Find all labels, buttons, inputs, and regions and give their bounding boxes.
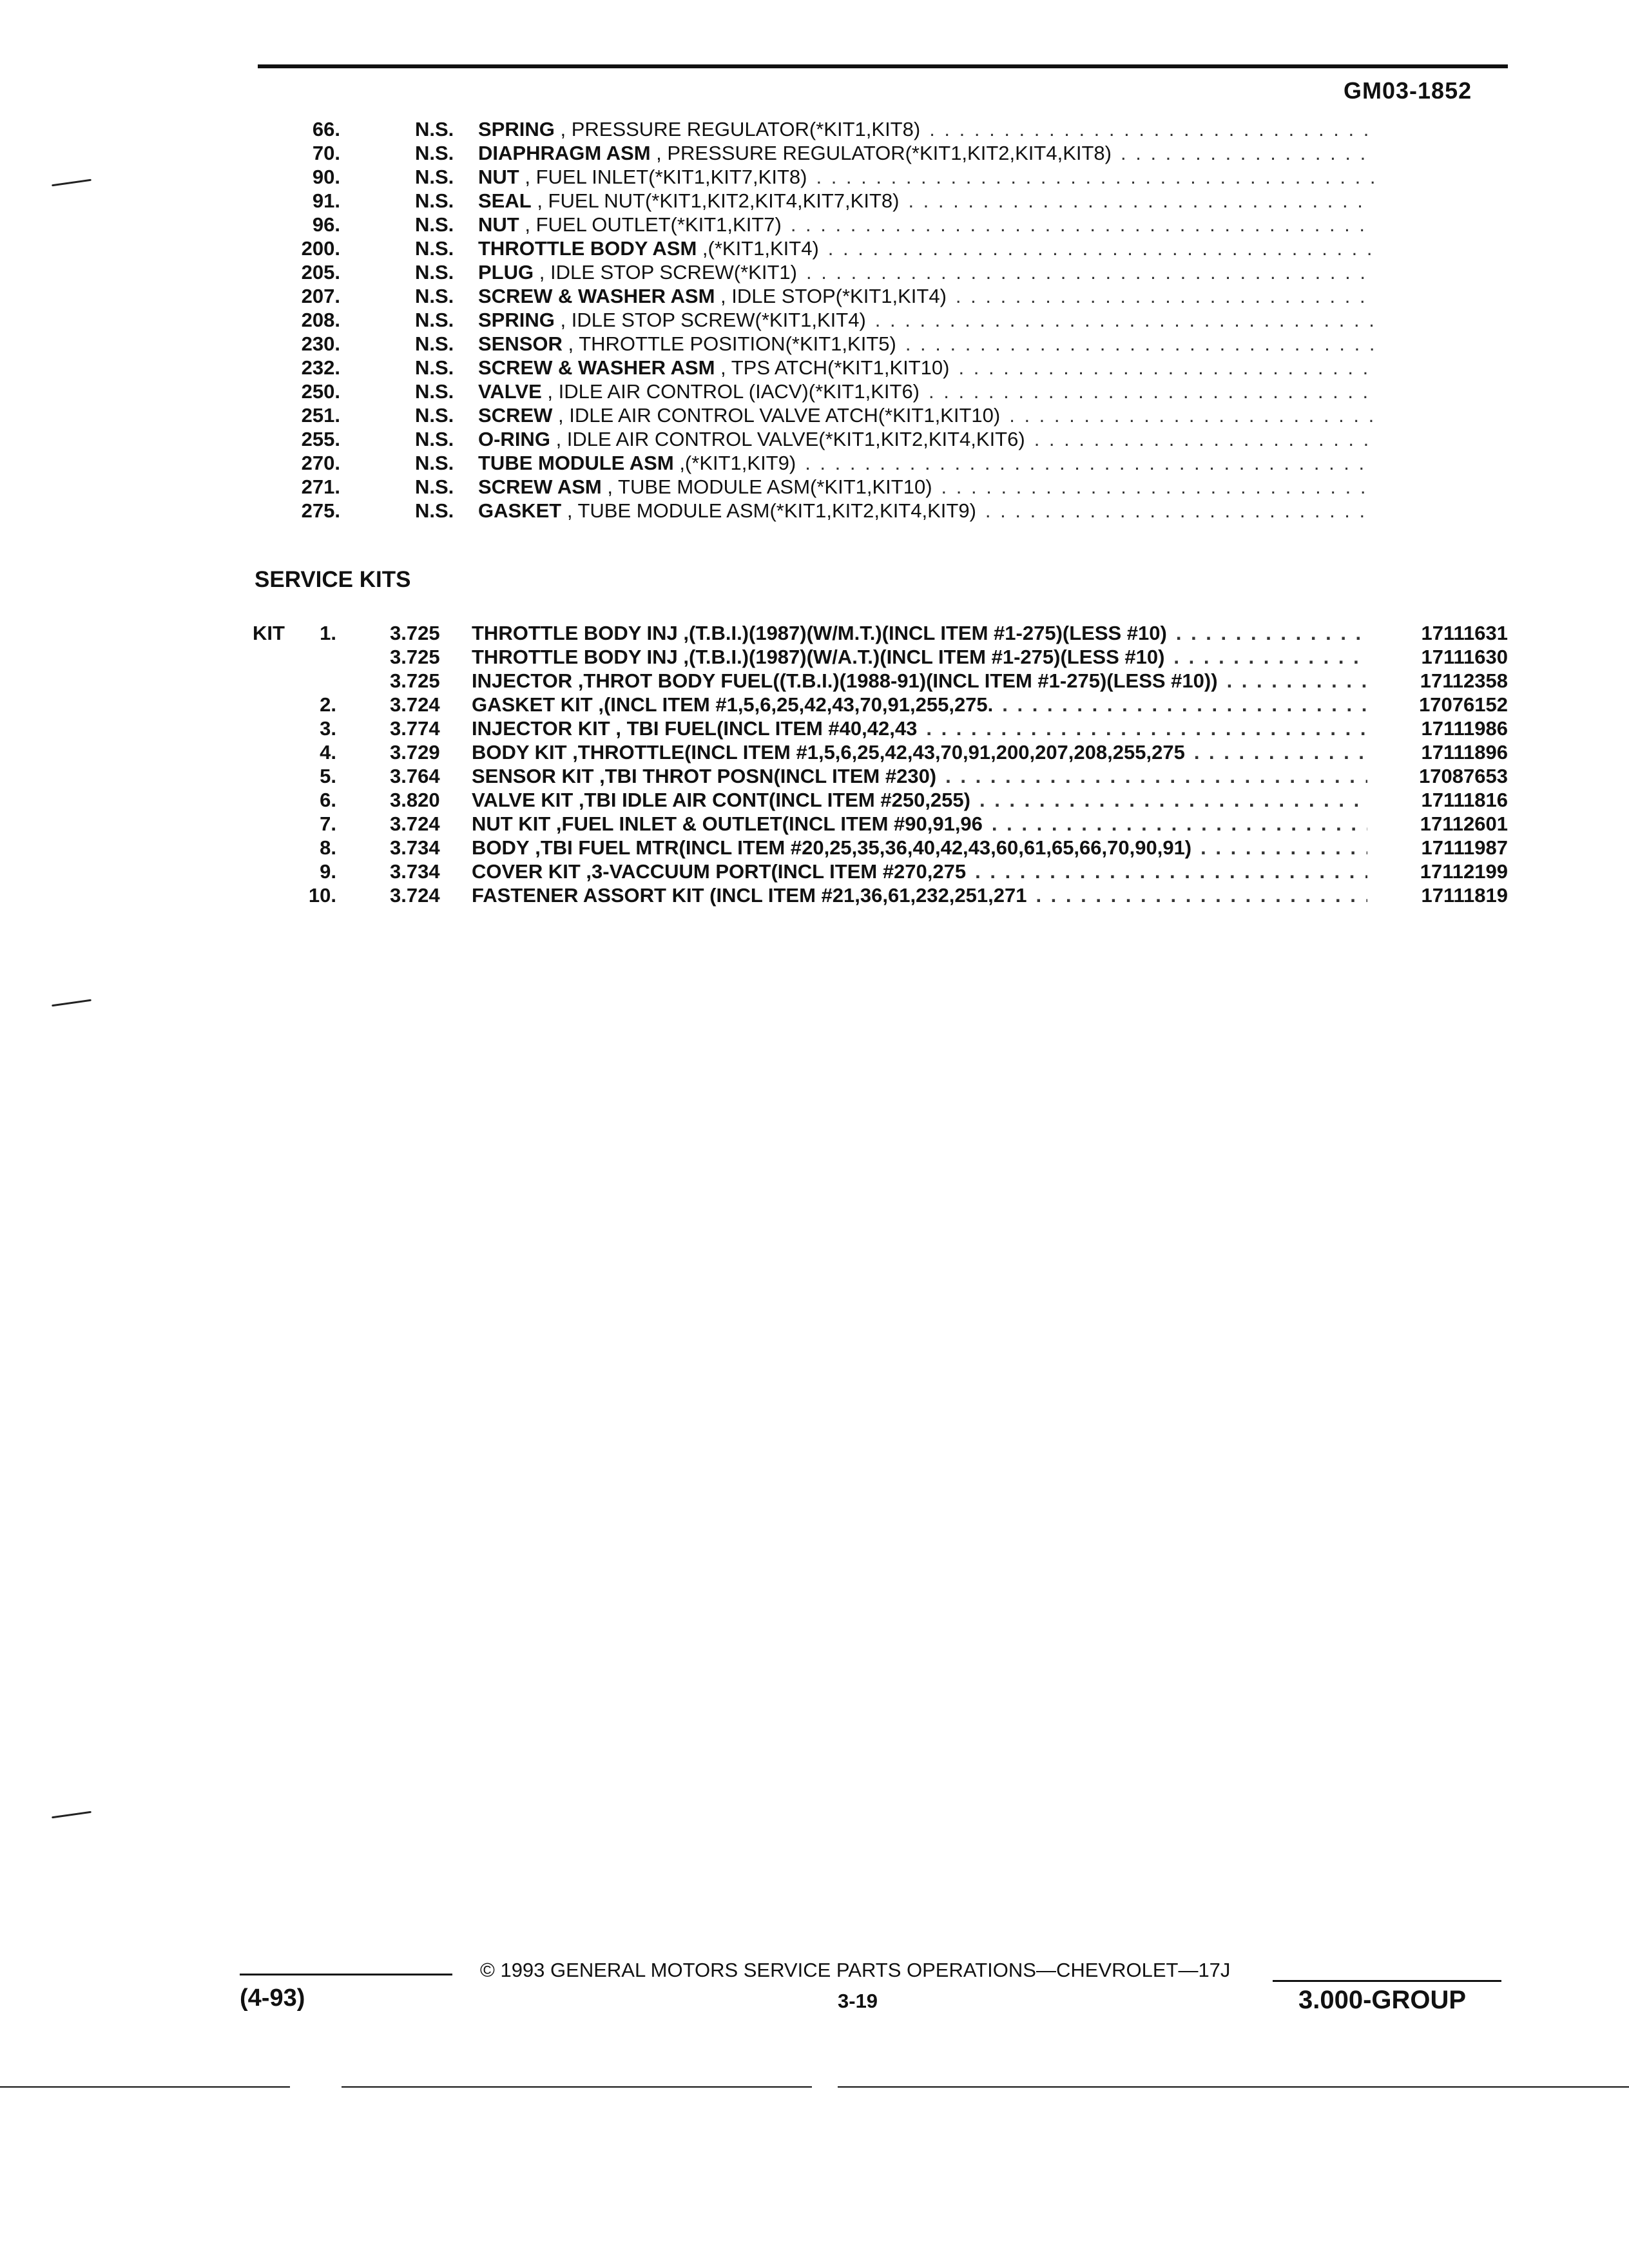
part-row (0, 404, 1629, 428)
group-number: 3.725 (390, 622, 440, 644)
copyright-notice: © 1993 GENERAL MOTORS SERVICE PARTS OPERATIONS—CHEVROLET—17J (480, 1959, 1231, 1981)
kit-number: 8. (320, 836, 336, 859)
part-row (0, 356, 1629, 380)
not-serviced-flag: N.S. (415, 380, 454, 403)
kit-name: INJECTOR KIT (472, 717, 610, 740)
part-name: NUT (478, 213, 519, 236)
kit-name: SENSOR KIT (472, 765, 594, 787)
not-serviced-flag: N.S. (415, 261, 454, 284)
kit-row (0, 622, 1629, 646)
kit-description: ,TBI IDLE AIR CONT(INCL ITEM #250,255) (578, 789, 970, 811)
item-number: 70. (312, 142, 340, 164)
not-serviced-flag: N.S. (415, 309, 454, 331)
kit-description: ,(T.B.I.)(1987)(W/M.T.)(INCL ITEM #1-275)(LESS #10) (683, 622, 1167, 644)
part-name: TUBE MODULE ASM (478, 452, 674, 474)
footer-rule-left (240, 1974, 452, 1975)
part-name: SPRING (478, 309, 555, 331)
kit-row (0, 646, 1629, 669)
part-name: SENSOR (478, 332, 563, 355)
kit-name: INJECTOR (472, 669, 573, 692)
kit-number: 1. (320, 622, 336, 644)
part-number: 17112601 (1420, 812, 1508, 835)
part-description: , IDLE STOP(*KIT1,KIT4) (720, 285, 947, 307)
not-serviced-flag: N.S. (415, 356, 454, 379)
not-serviced-flag: N.S. (415, 404, 454, 427)
kit-name: GASKET KIT (472, 693, 593, 716)
part-description: , FUEL NUT(*KIT1,KIT2,KIT4,KIT7,KIT8) (537, 189, 900, 212)
part-number: 17112199 (1420, 860, 1508, 883)
part-number: 17076152 (1419, 693, 1508, 716)
bottom-edge-rule (838, 2086, 1629, 2088)
not-serviced-flag: N.S. (415, 213, 454, 236)
item-number: 251. (301, 404, 340, 427)
part-row (0, 166, 1629, 189)
dot-leader (866, 309, 1374, 332)
part-number: 17111816 (1421, 789, 1508, 811)
dot-leader (976, 499, 1374, 523)
part-name: THROTTLE BODY ASM (478, 237, 697, 260)
part-number: 17111630 (1421, 646, 1508, 668)
kit-number: 5. (320, 765, 336, 787)
dot-leader (819, 237, 1374, 260)
part-row (0, 261, 1629, 285)
group-number: 3.774 (390, 717, 440, 740)
group-number: 3.820 (390, 789, 440, 811)
part-row (0, 428, 1629, 452)
dot-leader (899, 189, 1374, 213)
dot-leader (993, 693, 1367, 716)
part-row (0, 452, 1629, 476)
kit-name: COVER KIT (472, 860, 581, 883)
kit-description: ,TBI THROT POSN(INCL ITEM #230) (599, 765, 937, 787)
kit-row (0, 765, 1629, 789)
kit-number: 10. (308, 884, 336, 907)
part-row (0, 142, 1629, 166)
item-number: 250. (301, 380, 340, 403)
item-number: 270. (301, 452, 340, 474)
document-id: GM03-1852 (1344, 77, 1472, 104)
part-description: , IDLE AIR CONTROL VALVE(*KIT1,KIT2,KIT4,KIT6) (555, 428, 1025, 450)
not-serviced-flag: N.S. (415, 142, 454, 164)
part-description: , TUBE MODULE ASM(*KIT1,KIT2,KIT4,KIT9) (566, 499, 976, 522)
service-kits-heading: SERVICE KITS (255, 567, 411, 592)
not-serviced-flag: N.S. (415, 332, 454, 355)
kit-prefix: KIT (253, 622, 285, 644)
part-number: 17111631 (1421, 622, 1508, 644)
part-number: 17111986 (1421, 717, 1508, 740)
item-number: 205. (301, 261, 340, 284)
dot-leader (796, 452, 1374, 475)
kit-description: ,(INCL ITEM #1,5,6,25,42,43,70,91,255,275. (598, 693, 994, 716)
part-name: SPRING (478, 118, 555, 140)
dot-leader (1218, 669, 1367, 693)
part-description: , TUBE MODULE ASM(*KIT1,KIT10) (607, 476, 932, 498)
kit-number: 2. (320, 693, 336, 716)
part-name: DIAPHRAGM ASM (478, 142, 651, 164)
part-row (0, 476, 1629, 499)
not-serviced-flag: N.S. (415, 285, 454, 307)
dot-leader (983, 812, 1367, 836)
part-row (0, 285, 1629, 309)
dot-leader (1185, 741, 1367, 764)
part-row (0, 309, 1629, 332)
kit-number: 7. (320, 812, 336, 835)
dot-leader (1167, 622, 1367, 645)
dot-leader (936, 765, 1367, 788)
kit-row (0, 836, 1629, 860)
kit-name: THROTTLE BODY INJ (472, 646, 678, 668)
not-serviced-flag: N.S. (415, 476, 454, 498)
not-serviced-flag: N.S. (415, 237, 454, 260)
group-number: 3.734 (390, 860, 440, 883)
kit-row (0, 884, 1629, 908)
kit-number: 3. (320, 717, 336, 740)
item-number: 200. (301, 237, 340, 260)
kit-name: BODY KIT (472, 741, 567, 764)
dot-leader (1112, 142, 1374, 165)
part-description: , THROTTLE POSITION(*KIT1,KIT5) (568, 332, 896, 355)
part-name: SCREW ASM (478, 476, 602, 498)
kit-description: , TBI FUEL(INCL ITEM #40,42,43 (615, 717, 918, 740)
kit-name: BODY (472, 836, 530, 859)
kit-name: THROTTLE BODY INJ (472, 622, 678, 644)
part-name: SCREW & WASHER ASM (478, 356, 715, 379)
dot-leader (1025, 428, 1374, 451)
part-number: 17111987 (1421, 836, 1508, 859)
dot-leader (920, 118, 1374, 141)
kit-description: ,3-VACCUUM PORT(INCL ITEM #270,275 (586, 860, 967, 883)
part-name: GASKET (478, 499, 562, 522)
dot-leader (950, 356, 1374, 380)
page-number: 3-19 (838, 1990, 878, 2012)
kit-description: ,TBI FUEL MTR(INCL ITEM #20,25,35,36,40,42,43,60,61,65,66,70,90,91) (535, 836, 1192, 859)
part-row (0, 213, 1629, 237)
margin-mark (52, 999, 92, 1007)
group-number: 3.725 (390, 669, 440, 692)
dot-leader (807, 166, 1374, 189)
kit-description: ,THROTTLE(INCL ITEM #1,5,6,25,42,43,70,91,200,207,208,255,275 (572, 741, 1185, 764)
dot-leader (947, 285, 1374, 308)
margin-mark (52, 1811, 92, 1819)
kit-number: 4. (320, 741, 336, 764)
item-number: 96. (312, 213, 340, 236)
dot-leader (1000, 404, 1374, 427)
part-description: , IDLE STOP SCREW(*KIT1,KIT4) (560, 309, 866, 331)
part-number: 17111896 (1421, 741, 1508, 764)
part-number: 17112358 (1420, 669, 1508, 692)
part-number: 17111819 (1421, 884, 1508, 907)
revision-date: (4-93) (240, 1984, 305, 2012)
group-number: 3.724 (390, 884, 440, 907)
dot-leader (1027, 884, 1367, 907)
part-row (0, 118, 1629, 142)
part-description: ,(*KIT1,KIT9) (679, 452, 796, 474)
item-number: 271. (301, 476, 340, 498)
not-serviced-flag: N.S. (415, 118, 454, 140)
kit-name: NUT KIT (472, 812, 551, 835)
top-rule (258, 64, 1508, 68)
group-number: 3.724 (390, 693, 440, 716)
not-serviced-flag: N.S. (415, 166, 454, 188)
part-row (0, 332, 1629, 356)
item-number: 275. (301, 499, 340, 522)
part-description: , PRESSURE REGULATOR(*KIT1,KIT2,KIT4,KIT8) (656, 142, 1112, 164)
not-serviced-flag: N.S. (415, 428, 454, 450)
dot-leader (797, 261, 1374, 284)
group-label: 3.000-GROUP (1298, 1986, 1467, 2014)
part-name: VALVE (478, 380, 542, 403)
group-number: 3.734 (390, 836, 440, 859)
part-description: , IDLE AIR CONTROL VALVE ATCH(*KIT1,KIT10) (558, 404, 1001, 427)
part-name: O-RING (478, 428, 550, 450)
part-name: SCREW & WASHER ASM (478, 285, 715, 307)
item-number: 208. (301, 309, 340, 331)
kit-row (0, 789, 1629, 812)
kit-row (0, 741, 1629, 765)
part-description: , FUEL OUTLET(*KIT1,KIT7) (525, 213, 782, 236)
kit-description: ,THROT BODY FUEL((T.B.I.)(1988-91)(INCL ITEM #1-275)(LESS #10)) (577, 669, 1218, 692)
kit-row (0, 860, 1629, 884)
group-number: 3.729 (390, 741, 440, 764)
kit-row (0, 717, 1629, 741)
dot-leader (932, 476, 1374, 499)
kit-description: ,(T.B.I.)(1987)(W/A.T.)(INCL ITEM #1-275)(LESS #10) (683, 646, 1165, 668)
part-row (0, 499, 1629, 523)
dot-leader (917, 717, 1367, 740)
not-serviced-flag: N.S. (415, 499, 454, 522)
dot-leader (1164, 646, 1367, 669)
part-description: ,(*KIT1,KIT4) (702, 237, 819, 260)
kit-name: VALVE KIT (472, 789, 574, 811)
item-number: 91. (312, 189, 340, 212)
kit-number: 6. (320, 789, 336, 811)
not-serviced-flag: N.S. (415, 452, 454, 474)
group-number: 3.725 (390, 646, 440, 668)
dot-leader (896, 332, 1374, 356)
part-name: SCREW (478, 404, 553, 427)
part-row (0, 237, 1629, 261)
bottom-edge-rule (0, 2086, 290, 2088)
part-description: , TPS ATCH(*KIT1,KIT10) (720, 356, 950, 379)
item-number: 90. (312, 166, 340, 188)
kit-name: FASTENER ASSORT KIT (472, 884, 704, 907)
item-number: 230. (301, 332, 340, 355)
bottom-edge-rule (342, 2086, 812, 2088)
kit-number: 9. (320, 860, 336, 883)
footer-rule-right (1273, 1980, 1501, 1982)
dot-leader (966, 860, 1367, 883)
item-number: 207. (301, 285, 340, 307)
part-row (0, 189, 1629, 213)
kit-description: (INCL ITEM #21,36,61,232,251,271 (709, 884, 1027, 907)
part-name: PLUG (478, 261, 534, 284)
kit-row (0, 669, 1629, 693)
item-number: 66. (312, 118, 340, 140)
dot-leader (970, 789, 1367, 812)
item-number: 255. (301, 428, 340, 450)
dot-leader (1191, 836, 1367, 860)
part-description: , FUEL INLET(*KIT1,KIT7,KIT8) (525, 166, 807, 188)
not-serviced-flag: N.S. (415, 189, 454, 212)
kit-row (0, 812, 1629, 836)
part-name: NUT (478, 166, 519, 188)
kit-row (0, 693, 1629, 717)
group-number: 3.764 (390, 765, 440, 787)
part-name: SEAL (478, 189, 532, 212)
part-row (0, 380, 1629, 404)
item-number: 232. (301, 356, 340, 379)
group-number: 3.724 (390, 812, 440, 835)
dot-leader (782, 213, 1374, 236)
part-number: 17087653 (1419, 765, 1508, 787)
dot-leader (920, 380, 1374, 403)
part-description: , IDLE AIR CONTROL (IACV)(*KIT1,KIT6) (547, 380, 920, 403)
part-description: , IDLE STOP SCREW(*KIT1) (539, 261, 797, 284)
part-description: , PRESSURE REGULATOR(*KIT1,KIT8) (560, 118, 921, 140)
kit-description: ,FUEL INLET & OUTLET(INCL ITEM #90,91,96 (555, 812, 983, 835)
